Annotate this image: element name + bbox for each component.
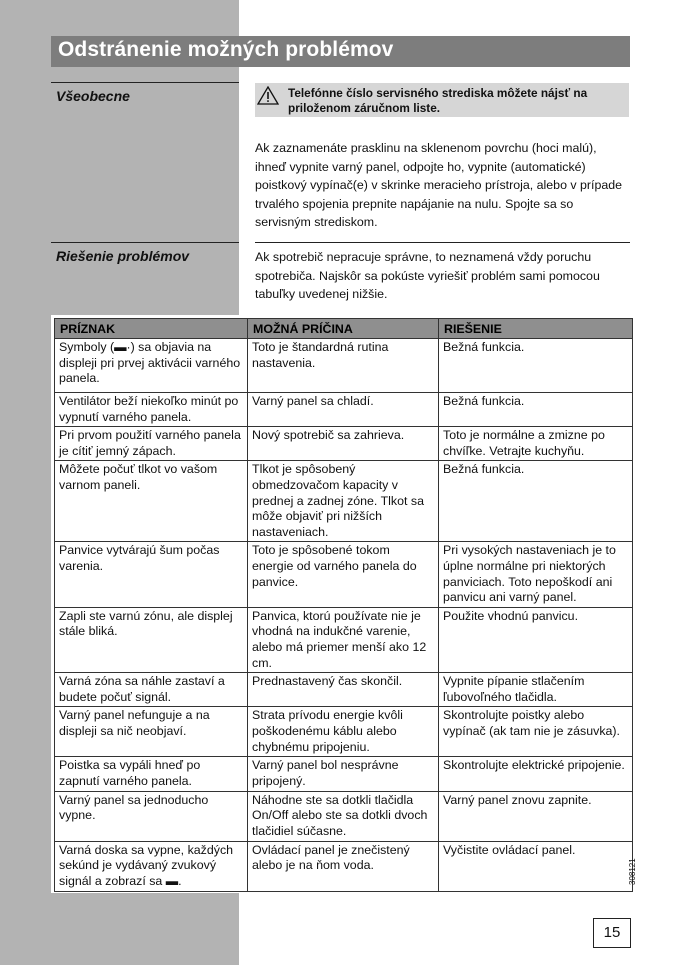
table-row (55, 607, 633, 672)
header-solution: RIEŠENIE (439, 319, 633, 339)
title-bar (51, 36, 630, 67)
section-heading-general (51, 82, 239, 104)
solution-cell: Bežná funkcia. (439, 339, 633, 393)
table-row (55, 757, 633, 791)
table-row (55, 542, 633, 607)
table-row (55, 393, 633, 427)
cause-cell: Toto je štandardná rutina nastavenia. (248, 339, 439, 393)
table-row (55, 339, 633, 393)
cause-cell: Nový spotrebič sa zahrieva. (248, 427, 439, 461)
section-label-solutions: Riešenie problémov (56, 248, 190, 264)
header-symptom: PRÍZNAK (55, 319, 248, 339)
solution-cell: Bežná funkcia. (439, 393, 633, 427)
solution-cell: Pri vysokých nastaveniach je to úplne normálne pri niektorých panviciach. Toto nepoškodí ani panvicu ani varný panel. (439, 542, 633, 607)
warning-icon (257, 86, 279, 105)
intro-paragraph: Ak spotrebič nepracuje správne, to neznamená vždy poruchu spotrebiča. Najskôr sa pokúste vyriešiť problém sami pomocou tabuľky uvedenej nižšie. (255, 250, 600, 302)
table-header-row (55, 319, 633, 339)
section-label-general: Všeobecne (56, 88, 130, 104)
symptom-cell: Panvice vytvárajú šum počas varenia. (55, 542, 248, 607)
solution-cell: Toto je normálne a zmizne po chvíľke. Vetrajte kuchyňu. (439, 427, 633, 461)
page-title: Odstránenie možných problémov (58, 38, 394, 61)
solution-cell: Bežná funkcia. (439, 461, 633, 542)
warning-box (255, 83, 629, 117)
symptom-cell: Varný panel sa jednoducho vypne. (55, 791, 248, 841)
cause-cell: Panvica, ktorú používate nie je vhodná na indukčné varenie, alebo má priemer menší ako 12 cm. (248, 607, 439, 672)
solution-cell: Vypnite pípanie stlačením ľubovoľného tlačidla. (439, 673, 633, 707)
table-row (55, 707, 633, 757)
symptom-cell: Môžete počuť tlkot vo vašom varnom paneli. (55, 461, 248, 542)
header-cause: MOŽNÁ PRÍČINA (248, 319, 439, 339)
cause-cell: Strata prívodu energie kvôli poškodenému káblu alebo chybnému pripojeniu. (248, 707, 439, 757)
solution-cell: Použite vhodnú panvicu. (439, 607, 633, 672)
section-rule (255, 242, 630, 243)
symptom-cell: Varný panel nefunguje a na displeji sa nič neobjaví. (55, 707, 248, 757)
cause-cell: Tlkot je spôsobený obmedzovačom kapacity v prednej a zadnej zóne. Tlkot sa môže objaviť pri nižších nastaveniach. (248, 461, 439, 542)
cause-cell: Varný panel sa chladí. (248, 393, 439, 427)
symptom-cell: Ventilátor beží niekoľko minút po vypnutí varného panela. (55, 393, 248, 427)
cause-cell: Toto je spôsobené tokom energie od varného panela do panvice. (248, 542, 439, 607)
section-heading-solutions (51, 242, 239, 264)
symptom-cell: Poistka sa vypáli hneď po zapnutí varného panela. (55, 757, 248, 791)
warning-text: Telefónne číslo servisného strediska môžete nájsť na priloženom záručnom liste. (288, 86, 588, 115)
solution-cell: Skontrolujte elektrické pripojenie. (439, 757, 633, 791)
table-row (55, 461, 633, 542)
cause-cell: Náhodne ste sa dotkli tlačidla On/Off alebo ste sa dotkli dvoch tlačidiel súčasne. (248, 791, 439, 841)
solution-cell: Skontrolujte poistky alebo vypínač (ak tam nie je zásuvka). (439, 707, 633, 757)
solution-cell: Vyčistite ovládací panel. (439, 841, 633, 891)
symptom-cell: Varná zóna sa náhle zastaví a budete počuť signál. (55, 673, 248, 707)
troubleshooting-table (54, 318, 633, 892)
symptom-cell: Varná doska sa vypne, každých sekúnd je vydávaný zvukový signál a zobrazí sa ▬. (55, 841, 248, 891)
glass-crack-paragraph: Ak zaznamenáte prasklinu na sklenenom povrchu (hoci malú), ihneď vypnite varný panel, odpojte ho, vypnite (automatické) poistkový vypínač(e) v skrinke meracieho prístroja, alebo v prípade trvalého spojenia prepnite napájanie na nulu. Spojte sa so servisným strediskom. (255, 141, 623, 230)
symptom-cell: Pri prvom použití varného panela je cítiť jemný zápach. (55, 427, 248, 461)
cause-cell: Ovládací panel je znečistený alebo je na ňom voda. (248, 841, 439, 891)
table-row (55, 673, 633, 707)
symptom-cell: Zapli ste varnú zónu, ale displej stále bliká. (55, 607, 248, 672)
table-row (55, 427, 633, 461)
document-code: 308121 (628, 858, 637, 885)
troubleshooting-table-frame (51, 315, 634, 893)
page-number: 15 (593, 918, 631, 948)
cause-cell: Prednastavený čas skončil. (248, 673, 439, 707)
cause-cell: Varný panel bol nesprávne pripojený. (248, 757, 439, 791)
table-row (55, 791, 633, 841)
solution-cell: Varný panel znovu zapnite. (439, 791, 633, 841)
table-row (55, 841, 633, 891)
symptom-cell: Symboly (▬·) sa objavia na displeji pri prvej aktivácii varného panela. (55, 339, 248, 393)
